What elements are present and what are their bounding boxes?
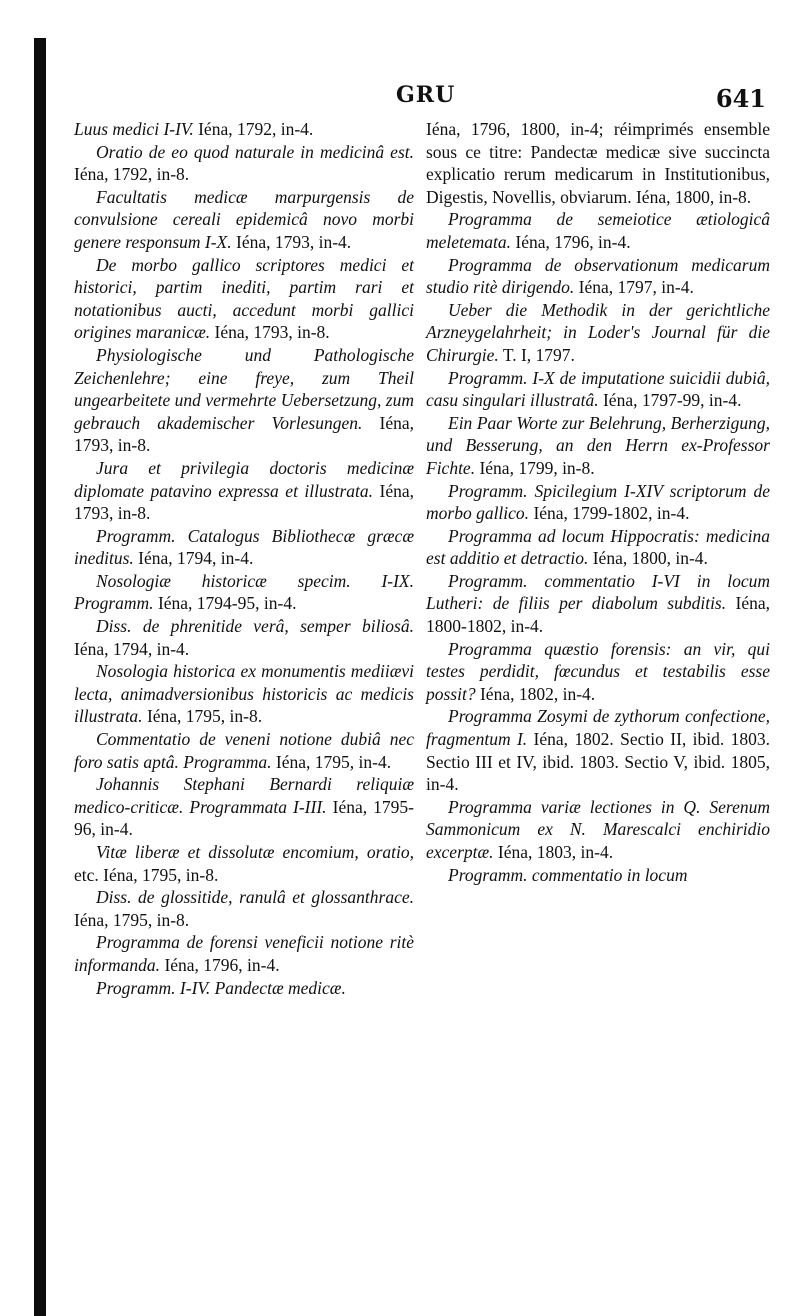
bibliography-entry [74, 841, 414, 886]
entry-details: etc. Iéna, 1795, in-8. [74, 864, 219, 885]
bibliography-entry [74, 570, 414, 615]
entry-details: Iéna, 1793, in-8. [74, 480, 414, 524]
entry-title: Programma ad locum Hippocratis: medicina est additio et detractio. [426, 525, 770, 569]
right-column [426, 118, 770, 886]
entry-title: Programma quæstio forensis: an vir, qui testes perdidit, fœcundus et testabilis esse possit? [426, 638, 770, 704]
binding-edge [34, 38, 46, 1316]
entry-title: Programma variæ lectiones in Q. Serenum Sammonicum ex N. Marescalci enchiridio excerptæ. [426, 796, 770, 862]
entry-details: Iéna, 1797-99, in-4. [602, 390, 742, 411]
entry-details: Iéna, 1796, 1800, in-4; réimprimés ensemble sous ce titre: Pandectæ medicæ sive succincta explicatio rerum medicarum in Institutionibus, Digestis, Novellis, obviarum. Iéna, 1800, in-8. [426, 119, 770, 207]
entry-title: Facultatis medicæ marpurgensis de convulsione cereali epidemicâ novo morbi genere responsum I-X. [74, 186, 414, 252]
entry-details: Iéna, 1795, in-8. [146, 706, 263, 727]
bibliography-entry [426, 367, 770, 412]
entry-title: Nosologiæ historicæ specim. I-IX. Programm. [74, 570, 414, 614]
bibliography-entry [74, 254, 414, 344]
entry-details: Iéna, 1802, in-4. [479, 683, 596, 704]
bibliography-entry [74, 118, 414, 141]
bibliography-entry [426, 638, 770, 706]
bibliography-entry [74, 344, 414, 457]
entry-title: Oratio de eo quod naturale in medicinâ est. [96, 141, 414, 162]
entry-title: Programm. I-IV. Pandectæ medicæ. [96, 977, 346, 998]
bibliography-entry [426, 118, 770, 208]
bibliography-entry [74, 457, 414, 525]
entry-details: Iéna, 1795-96, in-4. [74, 796, 415, 840]
entry-title: Programm. commentatio I-VI in locum Lutheri: de filiis per diabolum subditis. [426, 570, 770, 614]
entry-title: Programm. I-X de imputatione suicidii dubiâ, casu singulari illustratâ. [426, 367, 770, 411]
bibliography-entry [426, 299, 770, 367]
entry-details: Iéna, 1803, in-4. [497, 842, 614, 862]
bibliography-entry [426, 254, 770, 299]
entry-details: Iéna, 1793, in-8. [74, 412, 414, 456]
entry-details: Iéna, 1793, in-8. [214, 322, 330, 343]
left-column [74, 118, 414, 999]
entry-title: Programma de observationum medicarum studio ritè dirigendo. [426, 254, 770, 298]
bibliography-entry [426, 705, 770, 795]
entry-title: Commentatio de veneni notione dubiâ nec foro satis aptâ. Programma. [74, 729, 414, 772]
entry-title: Nosologia historica ex monumentis mediiævi lecta, animadversionibus historicis ac medicis illustrata. [74, 661, 414, 727]
entry-title: Programm. Catalogus Bibliothecæ græcæ ineditus. [74, 525, 414, 569]
entry-details: Iéna, 1799-1802, in-4. [533, 503, 690, 524]
entry-title: Johannis Stephani Bernardi reliquiæ medico-criticæ. Programmata I-III. [74, 774, 414, 817]
entry-details: Iéna, 1800-1802, in-4. [426, 593, 770, 637]
entry-title: Programm. Spicilegium I-XIV scriptorum de morbo gallico. [426, 480, 770, 524]
bibliography-entry [426, 796, 770, 864]
entry-details: Iéna, 1796, in-4. [164, 954, 280, 975]
bibliography-entry [74, 141, 414, 186]
bibliography-entry [74, 186, 414, 254]
bibliography-entry [74, 977, 414, 1000]
entry-title: Programm. commentatio in locum [448, 864, 688, 885]
bibliography-entry [74, 931, 414, 976]
entry-details: Iéna, 1796, in-4. [515, 231, 631, 252]
bibliography-entry [426, 208, 770, 253]
entry-title: Luus medici I-IV. [74, 119, 194, 139]
entry-details: Iéna, 1794-95, in-4. [157, 593, 297, 614]
entry-title: Programma Zosymi de zythorum confectione, fragmentum I. [426, 706, 770, 750]
entry-details: Iéna, 1795, in-8. [74, 909, 190, 930]
entry-details: Iéna, 1799, in-8. [479, 457, 595, 478]
entry-details: Iéna, 1795, in-4. [275, 751, 392, 772]
entry-title: Vitæ liberæ et dissolutæ encomium, oratio, [96, 842, 414, 862]
entry-details: Iéna, 1793, in-4. [236, 231, 352, 252]
bibliography-entry [426, 525, 770, 570]
entry-title: Diss. de phrenitide verâ, semper biliosâ. [96, 616, 414, 637]
entry-title: Programma de semeiotice ætiologicâ meletemata. [426, 209, 770, 252]
entry-title: Ein Paar Worte zur Belehrung, Berherzigung, und Besserung, an den Herrn ex-Professor Fichte. [426, 412, 770, 478]
entry-details: Iéna, 1792, in-8. [74, 164, 190, 185]
page-number: 641 [715, 84, 766, 113]
bibliography-entry [426, 412, 770, 480]
entry-details: Iéna, 1794, in-4. [74, 638, 190, 659]
entry-details: Iéna, 1792, in-4. [198, 119, 314, 139]
entry-title: Jura et privilegia doctoris medicinæ diplomate patavino expressa et illustrata. [74, 457, 414, 501]
entry-title: Ueber die Methodik in der gerichtliche Arzneygelahrheit; in Loder's Journal für die Chirurgie. [426, 299, 770, 365]
entry-title: De morbo gallico scriptores medici et historici, partim inediti, partim rari et notationibus aucti, accedunt morbi gallici origines maranicæ. [74, 254, 414, 343]
entry-details: Iéna, 1802. Sectio II, ibid. 1803. Sectio III et IV, ibid. 1803. Sectio V, ibid. 1805, in-4. [426, 729, 771, 795]
entry-details: Iéna, 1797, in-4. [578, 277, 694, 298]
bibliography-entry [74, 615, 414, 660]
running-header: GRU [396, 82, 456, 108]
entry-details: T. I, 1797. [502, 344, 575, 365]
entry-details: Iéna, 1794, in-4. [138, 548, 254, 569]
bibliography-entry [426, 864, 770, 887]
bibliography-entry [74, 773, 414, 841]
bibliography-entry [74, 728, 414, 773]
bibliography-entry [74, 660, 414, 728]
entry-title: Diss. de glossitide, ranulâ et glossanthrace. [96, 887, 414, 908]
entry-details: Iéna, 1800, in-4. [592, 548, 708, 569]
bibliography-entry [426, 480, 770, 525]
entry-title: Physiologische und Pathologische Zeichenlehre; eine freye, zum Theil ungearbeitete und vermehrte Uebersetzung, zum gebrauch akademischer Vorlesungen. [74, 344, 414, 433]
bibliography-entry [426, 570, 770, 638]
bibliography-entry [74, 525, 414, 570]
entry-title: Programma de forensi veneficii notione ritè informanda. [74, 932, 414, 975]
bibliography-entry [74, 886, 414, 931]
